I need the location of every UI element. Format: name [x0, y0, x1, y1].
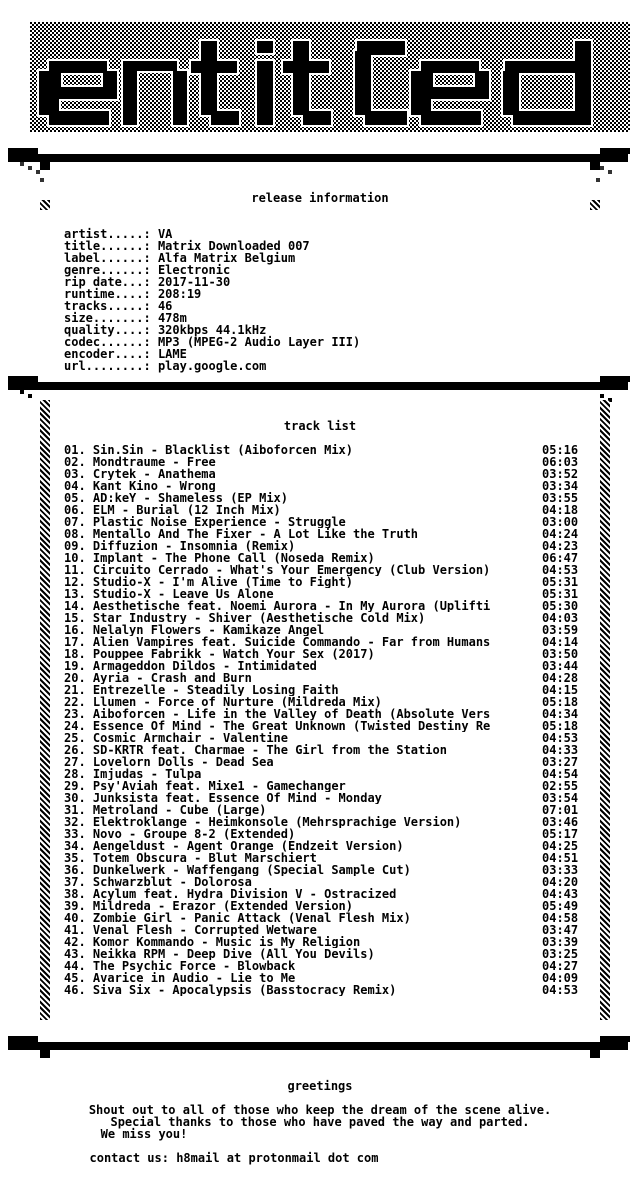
track-row — [64, 864, 584, 876]
track-duration: 03:27 — [542, 755, 579, 769]
track-duration: 03:33 — [542, 863, 579, 877]
track-title — [64, 876, 534, 888]
track-row — [64, 852, 584, 864]
info-key: encoder....: — [64, 347, 151, 361]
track-row — [64, 480, 584, 492]
track-name: AD:keY - Shameless (EP Mix) — [92, 492, 288, 504]
track-title — [64, 552, 534, 564]
track-row — [64, 444, 584, 456]
track-duration: 04:03 — [542, 611, 579, 625]
track-number: 32. — [64, 816, 86, 828]
track-name: Implant - The Phone Call (Noseda Remix) — [92, 552, 375, 564]
track-row — [64, 576, 584, 588]
track-name: Aiboforcen - Life in the Valley of Death (Absolute Vers — [92, 708, 491, 720]
track-number: 27. — [64, 756, 86, 768]
track-row — [64, 888, 584, 900]
track-row — [64, 732, 584, 744]
track-name: Diffuzion - Insomnia (Remix) — [92, 540, 296, 552]
track-title — [64, 852, 534, 864]
track-row — [64, 744, 584, 756]
track-duration: 03:39 — [542, 935, 579, 949]
track-duration: 03:44 — [542, 659, 579, 673]
track-duration: 03:54 — [542, 791, 579, 805]
track-row — [64, 768, 584, 780]
track-title — [64, 540, 534, 552]
track-row — [64, 792, 584, 804]
track-name: Essence Of Mind - The Great Unknown (Twisted Destiny Re — [92, 720, 491, 732]
track-row — [64, 696, 584, 708]
track-title — [64, 696, 534, 708]
track-duration: 05:17 — [542, 827, 579, 841]
info-value: 478m — [157, 311, 187, 325]
track-row — [64, 516, 584, 528]
track-duration: 04:27 — [542, 959, 579, 973]
track-duration: 04:28 — [542, 671, 579, 685]
track-title — [64, 768, 534, 780]
track-row — [64, 780, 584, 792]
info-key: title......: — [64, 239, 151, 253]
track-number: 25. — [64, 732, 86, 744]
track-number: 24. — [64, 720, 86, 732]
track-duration: 04:53 — [542, 731, 579, 745]
track-title — [64, 624, 534, 636]
track-name: Alien Vampires feat. Suicide Commando - Far from Humans — [92, 636, 491, 648]
track-title — [64, 828, 534, 840]
track-row — [64, 600, 584, 612]
track-name: Totem Obscura - Blut Marschiert — [92, 852, 317, 864]
track-name: Komor Kommando - Music is My Religion — [92, 936, 361, 948]
track-title — [64, 456, 534, 468]
track-name: Star Industry - Shiver (Aesthetische Cold Mix) — [92, 612, 426, 624]
logo-art — [0, 0, 640, 150]
track-name: Metroland - Cube (Large) — [92, 804, 267, 816]
track-title — [64, 528, 534, 540]
track-number: 42. — [64, 936, 86, 948]
track-number: 08. — [64, 528, 86, 540]
info-key: rip date...: — [64, 275, 151, 289]
track-number: 36. — [64, 864, 86, 876]
info-value: MP3 (MPEG-2 Audio Layer III) — [157, 335, 361, 349]
track-duration: 03:34 — [542, 479, 579, 493]
track-number: 23. — [64, 708, 86, 720]
track-row — [64, 900, 584, 912]
track-duration: 05:18 — [542, 695, 579, 709]
track-number: 39. — [64, 900, 86, 912]
track-number: 13. — [64, 588, 86, 600]
track-title — [64, 660, 534, 672]
track-title — [64, 804, 534, 816]
info-value: 208:19 — [157, 287, 202, 301]
track-row — [64, 456, 584, 468]
track-number: 30. — [64, 792, 86, 804]
section-border-top — [0, 148, 640, 218]
track-number: 37. — [64, 876, 86, 888]
track-duration: 04:14 — [542, 635, 579, 649]
track-duration: 04:34 — [542, 707, 579, 721]
track-duration: 04:23 — [542, 539, 579, 553]
track-duration: 05:18 — [542, 719, 579, 733]
track-duration: 03:00 — [542, 515, 579, 529]
track-title — [64, 720, 534, 732]
track-number: 12. — [64, 576, 86, 588]
track-title — [64, 900, 534, 912]
track-title — [64, 840, 534, 852]
track-row — [64, 948, 584, 960]
section-border-tracks — [0, 376, 640, 446]
track-duration: 04:53 — [542, 563, 579, 577]
track-duration: 04:18 — [542, 503, 579, 517]
track-row — [64, 804, 584, 816]
greetings-line-3: We miss you! — [100, 1127, 188, 1141]
track-duration: 04:53 — [542, 983, 579, 997]
release-info — [64, 228, 360, 372]
track-number: 21. — [64, 684, 86, 696]
release-info-title: release information — [251, 191, 389, 205]
track-list — [64, 444, 584, 996]
track-duration: 04:25 — [542, 839, 579, 853]
track-row — [64, 708, 584, 720]
track-duration: 04:43 — [542, 887, 579, 901]
track-title — [64, 924, 534, 936]
track-title — [64, 816, 534, 828]
track-row — [64, 660, 584, 672]
track-row — [64, 624, 584, 636]
track-number: 34. — [64, 840, 86, 852]
track-number: 38. — [64, 888, 86, 900]
track-name: Sin.Sin - Blacklist (Aiboforcen Mix) — [92, 444, 354, 456]
track-name: Llumen - Force of Nurture (Mildreda Mix) — [92, 696, 382, 708]
track-duration: 07:01 — [542, 803, 579, 817]
track-number: 35. — [64, 852, 86, 864]
info-value: VA — [157, 227, 173, 241]
track-title — [64, 792, 534, 804]
track-number: 07. — [64, 516, 86, 528]
track-number: 28. — [64, 768, 86, 780]
greetings-line-1: Shout out to all of those who keep the dream of the scene alive. — [88, 1103, 552, 1117]
track-title — [64, 912, 534, 924]
greetings-line-2: Special thanks to those who have paved the way and parted. — [110, 1115, 530, 1129]
track-number: 05. — [64, 492, 86, 504]
track-duration: 04:54 — [542, 767, 579, 781]
track-row — [64, 924, 584, 936]
track-name: Cosmic Armchair - Valentine — [92, 732, 288, 744]
track-name: Mondtraume - Free — [92, 456, 216, 468]
track-number: 19. — [64, 660, 86, 672]
track-row — [64, 756, 584, 768]
track-title — [64, 972, 534, 984]
track-duration: 03:47 — [542, 923, 579, 937]
tracklist-left-border — [40, 400, 50, 1020]
track-row — [64, 912, 584, 924]
track-title — [64, 636, 534, 648]
track-number: 11. — [64, 564, 86, 576]
track-row — [64, 984, 584, 996]
track-title — [64, 492, 534, 504]
track-number: 20. — [64, 672, 86, 684]
track-number: 03. — [64, 468, 86, 480]
track-number: 45. — [64, 972, 86, 984]
info-value: Alfa Matrix Belgium — [157, 251, 296, 265]
track-duration: 04:15 — [542, 683, 579, 697]
track-name: The Psychic Force - Blowback — [92, 960, 296, 972]
info-key: genre......: — [64, 263, 151, 277]
track-row — [64, 960, 584, 972]
info-key: quality....: — [64, 323, 151, 337]
track-duration: 05:16 — [542, 443, 579, 457]
track-duration: 04:20 — [542, 875, 579, 889]
track-duration: 03:25 — [542, 947, 579, 961]
track-row — [64, 468, 584, 480]
logo-tag: hX! — [434, 62, 453, 73]
contact-line: contact us: h8mail at protonmail dot com — [89, 1151, 379, 1165]
info-value: play.google.com — [157, 359, 267, 373]
track-name: Venal Flesh - Corrupted Wetware — [92, 924, 317, 936]
info-key: codec......: — [64, 335, 151, 349]
track-duration: 03:52 — [542, 467, 579, 481]
track-name: Psy'Aviah feat. Mixe1 - Gamechanger — [92, 780, 346, 792]
info-key: runtime....: — [64, 287, 151, 301]
track-title — [64, 588, 534, 600]
track-name: Siva Six - Apocalypsis (Basstocracy Remix) — [92, 984, 397, 996]
track-number: 44. — [64, 960, 86, 972]
info-key: label......: — [64, 251, 151, 265]
track-number: 46. — [64, 984, 86, 996]
track-row — [64, 828, 584, 840]
info-key: url........: — [64, 359, 151, 373]
info-key: artist.....: — [64, 227, 151, 241]
track-name: Aesthetische feat. Noemi Aurora - In My Aurora (Uplifti — [92, 600, 491, 612]
track-title — [64, 672, 534, 684]
track-title — [64, 984, 534, 996]
track-name: Studio-X - Leave Us Alone — [92, 588, 274, 600]
track-title — [64, 600, 534, 612]
track-duration: 03:59 — [542, 623, 579, 637]
track-duration: 05:31 — [542, 575, 579, 589]
info-value: 2017-11-30 — [157, 275, 231, 289]
track-title — [64, 936, 534, 948]
track-row — [64, 684, 584, 696]
track-name: Studio-X - I'm Alive (Time to Fight) — [92, 576, 354, 588]
tracklist-right-border — [600, 400, 610, 1020]
track-name: Elektroklange - Heimkonsole (Mehrsprachige Version) — [92, 816, 462, 828]
track-number: 31. — [64, 804, 86, 816]
track-title — [64, 576, 534, 588]
track-name: Imjudas - Tulpa — [92, 768, 202, 780]
track-row — [64, 540, 584, 552]
track-row — [64, 612, 584, 624]
track-row — [64, 972, 584, 984]
track-number: 02. — [64, 456, 86, 468]
info-value: Electronic — [157, 263, 231, 277]
track-row — [64, 588, 584, 600]
track-duration: 03:46 — [542, 815, 579, 829]
track-title — [64, 564, 534, 576]
track-title — [64, 864, 534, 876]
track-title — [64, 960, 534, 972]
track-number: 33. — [64, 828, 86, 840]
info-value: Matrix Downloaded 007 — [157, 239, 310, 253]
track-title — [64, 648, 534, 660]
track-title — [64, 444, 534, 456]
track-title — [64, 732, 534, 744]
track-name: Lovelorn Dolls - Dead Sea — [92, 756, 274, 768]
track-duration: 03:50 — [542, 647, 579, 661]
track-duration: 05:30 — [542, 599, 579, 613]
track-name: Mentallo And The Fixer - A Lot Like the Truth — [92, 528, 419, 540]
track-title — [64, 468, 534, 480]
track-title — [64, 480, 534, 492]
track-name: Dunkelwerk - Waffengang (Special Sample Cut) — [92, 864, 411, 876]
track-name: Pouppee Fabrikk - Watch Your Sex (2017) — [92, 648, 375, 660]
track-name: Armageddon Dildos - Intimidated — [92, 660, 317, 672]
info-value: LAME — [157, 347, 187, 361]
track-name: Circuito Cerrado - What's Your Emergency (Club Version) — [92, 564, 491, 576]
track-name: Plastic Noise Experience - Struggle — [92, 516, 346, 528]
track-name: Novo - Groupe 8-2 (Extended) — [92, 828, 296, 840]
track-title — [64, 756, 534, 768]
track-row — [64, 648, 584, 660]
info-value: 320kbps 44.1kHz — [157, 323, 267, 337]
track-row — [64, 840, 584, 852]
track-number: 41. — [64, 924, 86, 936]
track-duration: 04:51 — [542, 851, 579, 865]
greetings-title: greetings — [287, 1079, 353, 1093]
track-name: Acylum feat. Hydra Division V - Ostracized — [92, 888, 397, 900]
track-number: 09. — [64, 540, 86, 552]
track-row — [64, 528, 584, 540]
track-name: Zombie Girl - Panic Attack (Venal Flesh Mix) — [92, 912, 411, 924]
track-name: Ayria - Crash and Burn — [92, 672, 252, 684]
track-title — [64, 504, 534, 516]
track-number: 43. — [64, 948, 86, 960]
track-name: Avarice in Audio - Lie to Me — [92, 972, 296, 984]
track-title — [64, 744, 534, 756]
track-duration: 04:58 — [542, 911, 579, 925]
track-number: 16. — [64, 624, 86, 636]
track-duration: 02:55 — [542, 779, 579, 793]
track-row — [64, 720, 584, 732]
info-value: 46 — [157, 299, 173, 313]
track-row — [64, 552, 584, 564]
track-duration: 04:09 — [542, 971, 579, 985]
track-name: Aengeldust - Agent Orange (Endzeit Version) — [92, 840, 404, 852]
track-number: 26. — [64, 744, 86, 756]
track-row — [64, 564, 584, 576]
track-name: Schwarzblut - Dolorosa — [92, 876, 252, 888]
track-row — [64, 636, 584, 648]
info-row — [64, 360, 360, 372]
ascii-logo — [0, 0, 640, 150]
track-duration: 04:24 — [542, 527, 579, 541]
track-number: 17. — [64, 636, 86, 648]
track-title — [64, 948, 534, 960]
track-duration: 05:31 — [542, 587, 579, 601]
track-name: Entrezelle - Steadily Losing Faith — [92, 684, 339, 696]
track-name: ELM - Burial (12 Inch Mix) — [92, 504, 281, 516]
track-number: 14. — [64, 600, 86, 612]
track-title — [64, 612, 534, 624]
track-duration: 06:47 — [542, 551, 579, 565]
track-name: SD-KRTR feat. Charmae - The Girl from the Station — [92, 744, 447, 756]
track-row — [64, 936, 584, 948]
track-row — [64, 492, 584, 504]
track-title — [64, 684, 534, 696]
track-duration: 06:03 — [542, 455, 579, 469]
section-border-greetings — [0, 1036, 640, 1106]
track-name: Neikka RPM - Deep Dive (All You Devils) — [92, 948, 375, 960]
track-name: Junksista feat. Essence Of Mind - Monday — [92, 792, 382, 804]
track-number: 01. — [64, 444, 86, 456]
track-name: Kant Kino - Wrong — [92, 480, 216, 492]
track-name: Mildreda - Erazor (Extended Version) — [92, 900, 354, 912]
track-title — [64, 708, 534, 720]
track-name: Crytek - Anathema — [92, 468, 216, 480]
track-duration: 05:49 — [542, 899, 579, 913]
track-row — [64, 816, 584, 828]
track-name: Nelalyn Flowers - Kamikaze Angel — [92, 624, 325, 636]
track-number: 15. — [64, 612, 86, 624]
info-key: size.......: — [64, 311, 151, 325]
track-duration: 03:55 — [542, 491, 579, 505]
track-row — [64, 876, 584, 888]
track-row — [64, 672, 584, 684]
info-key: tracks.....: — [64, 299, 151, 313]
tracklist-title: track list — [283, 419, 357, 433]
track-number: 40. — [64, 912, 86, 924]
track-row — [64, 504, 584, 516]
track-number: 04. — [64, 480, 86, 492]
track-number: 10. — [64, 552, 86, 564]
track-number: 06. — [64, 504, 86, 516]
track-duration: 04:33 — [542, 743, 579, 757]
track-title — [64, 516, 534, 528]
track-number: 29. — [64, 780, 86, 792]
track-title — [64, 780, 534, 792]
track-title — [64, 888, 534, 900]
track-number: 18. — [64, 648, 86, 660]
track-number: 22. — [64, 696, 86, 708]
